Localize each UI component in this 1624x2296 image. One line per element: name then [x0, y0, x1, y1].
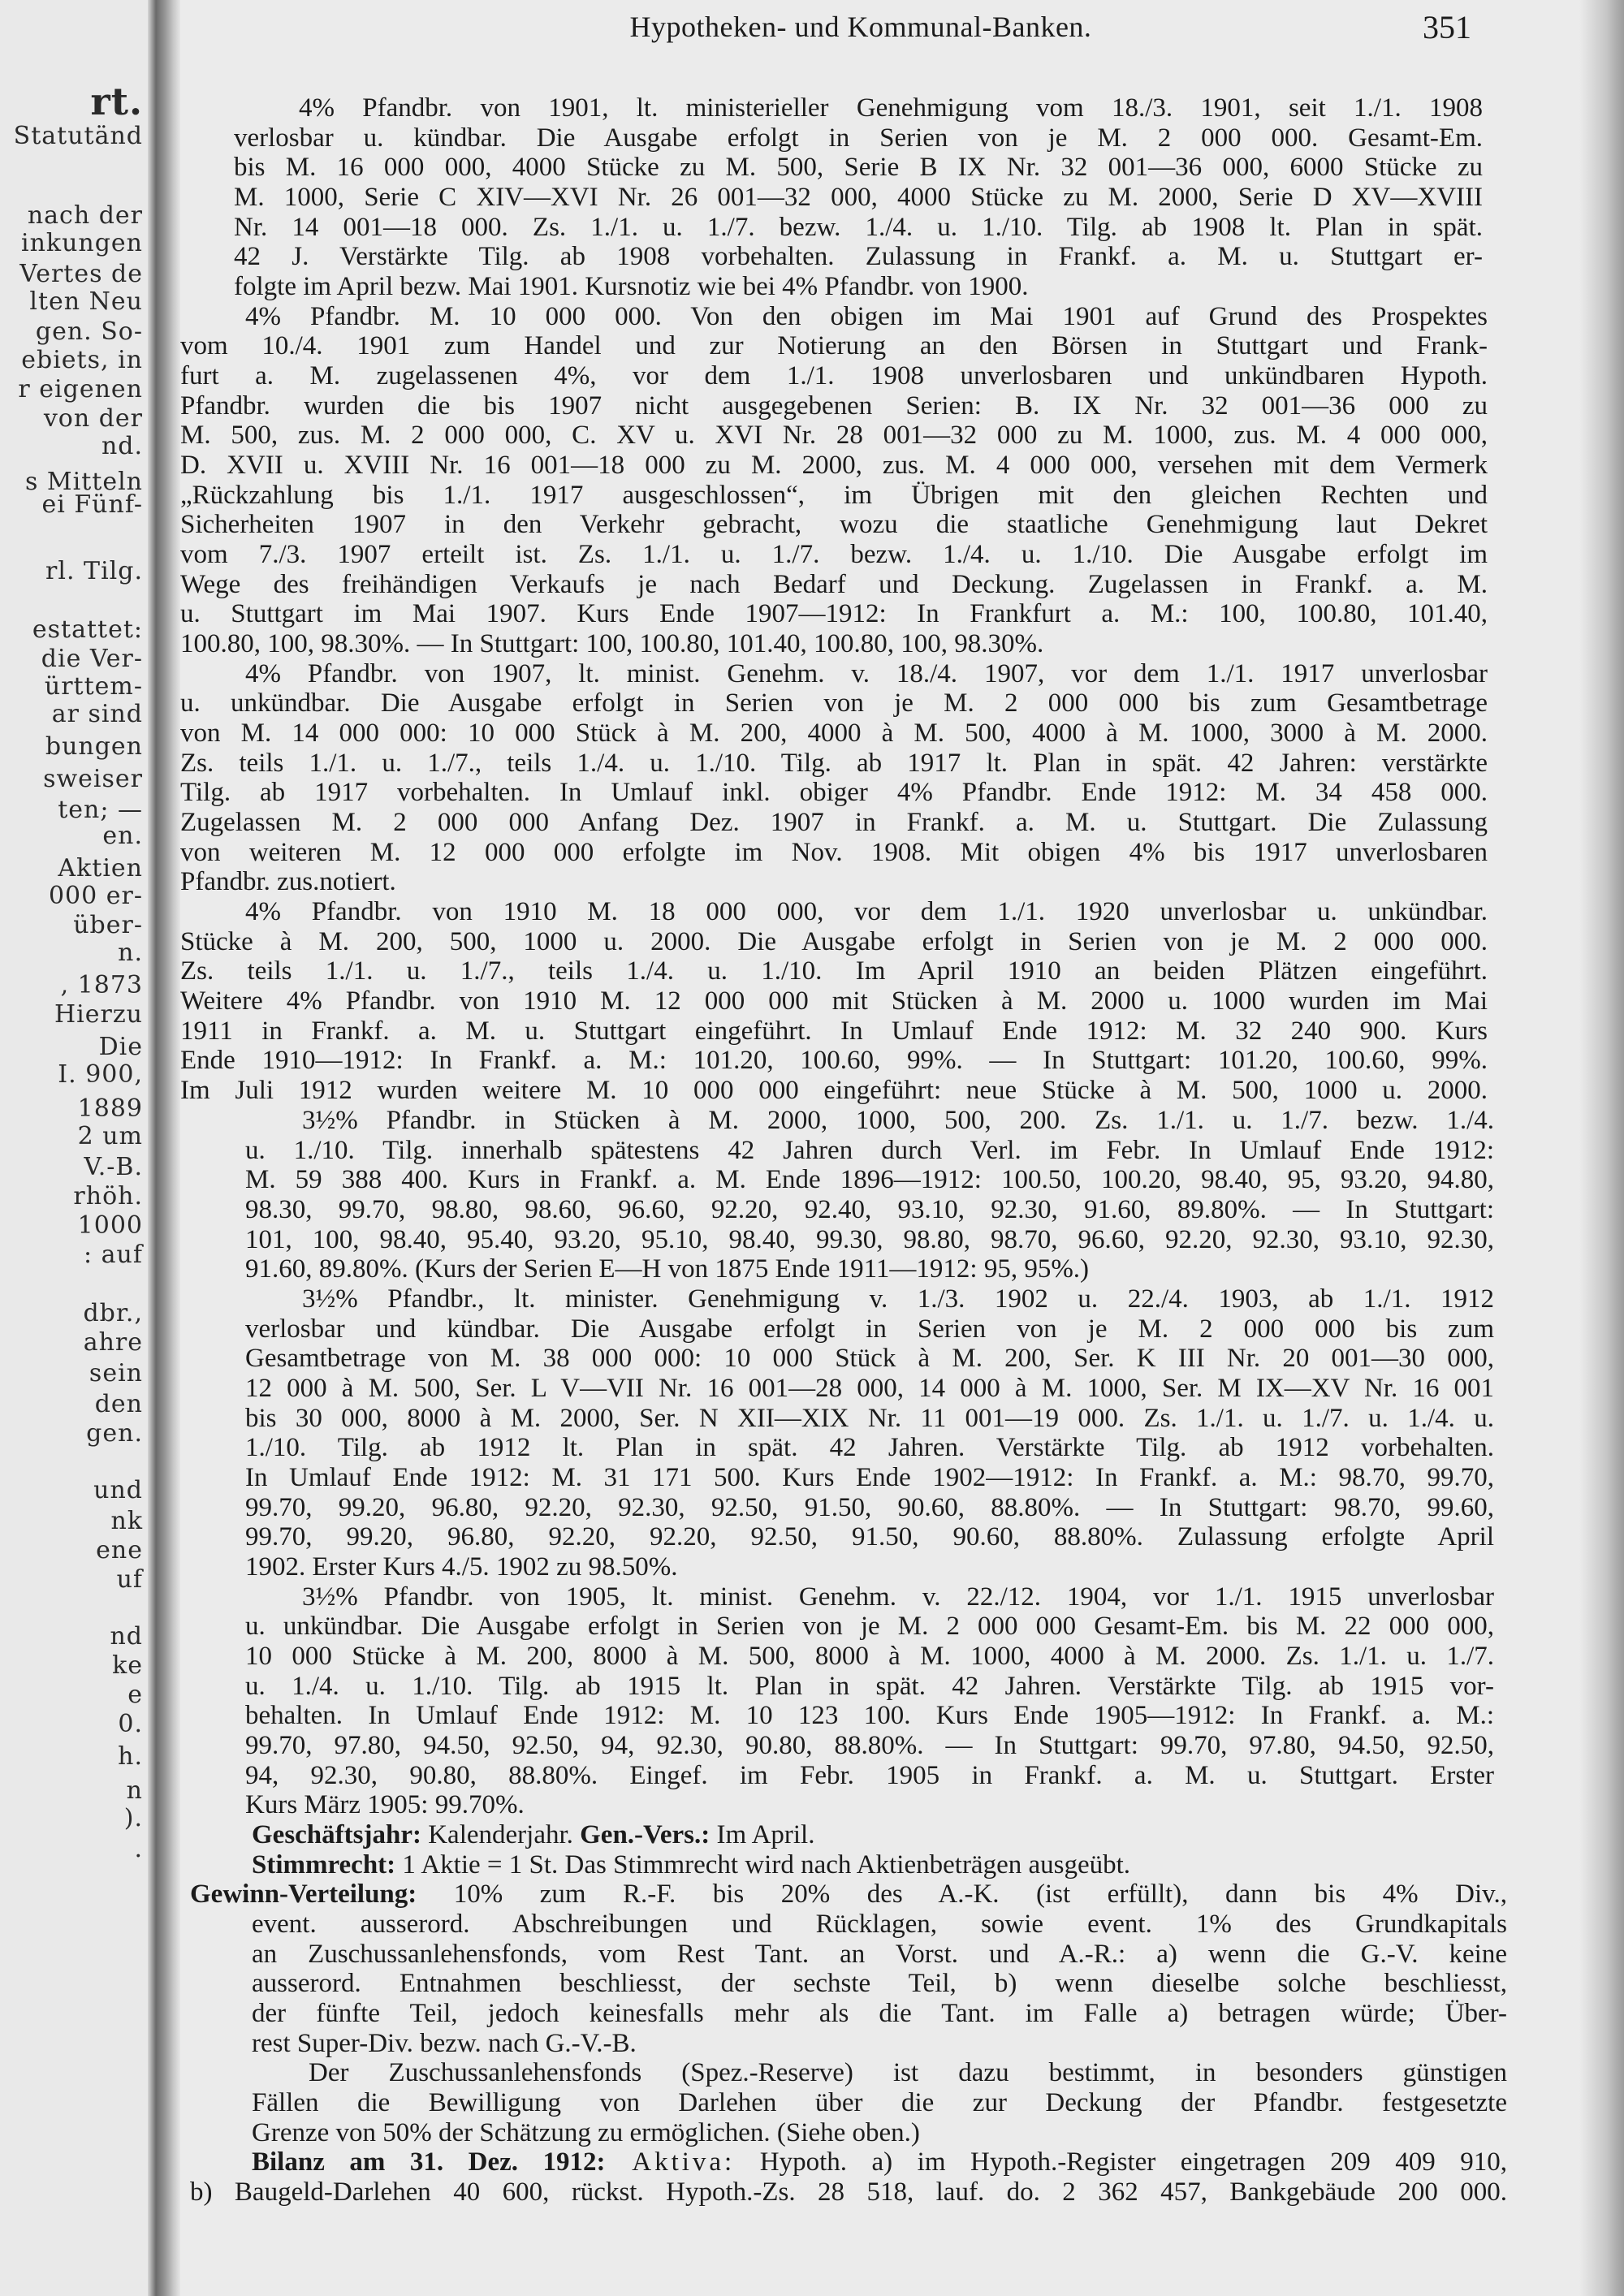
text-line [245, 1433, 1494, 1462]
text-line [234, 123, 1483, 153]
previous-page-text-fragment: ten; — [58, 796, 143, 824]
line-text: u. 1./4. u. 1./10. Tilg. ab 1915 lt. Plan in spät. 42 Jahren. Verstärkte Tilg. ab 1915 vor- [245, 1671, 1494, 1701]
line-text: verlosbar und kündbar. Die Ausgabe erfolgt in Serien von je M. 2 000 000 bis zum [245, 1314, 1494, 1344]
previous-page-text-fragment: ene [96, 1536, 143, 1564]
page-edge-shadow [1579, 0, 1624, 2296]
line-text: Gesamtbetrage von M. 38 000 000: 10 000 Stück à M. 200, Ser. K III Nr. 20 001—30 000, [245, 1344, 1494, 1374]
line-text: Zs. teils 1./1. u. 1./7., teils 1./4. u. 1./10. Im April 1910 an beiden Plätzen eingeführt. [180, 956, 1488, 986]
previous-page-text-fragment: ke [112, 1651, 143, 1680]
line-text: „Rückzahlung bis 1./1. 1917 ausgeschlossen“, im Übrigen mit den gleichen Rechten und [180, 480, 1488, 510]
previous-page-text-fragment: . [134, 1835, 143, 1863]
text-line [180, 1046, 1488, 1075]
previous-page-text-fragment: dbr., [83, 1299, 143, 1327]
line-text: 91.60, 89.80%. (Kurs der Serien E—H von 1875 Ende 1911—1912: 95, 95%.) [245, 1254, 1090, 1284]
text-line [245, 1731, 1494, 1760]
previous-page-text-fragment: Hierzu [54, 1000, 143, 1029]
previous-page-text-fragment: ). [123, 1804, 143, 1832]
previous-page-text-fragment: Statutänd [13, 122, 143, 150]
line-text: event. ausserord. Abschreibungen und Rücklagen, sowie event. 1% des Grundkapitals [252, 1909, 1507, 1939]
line-text: Sicherheiten 1907 in den Verkehr gebracht, wozu die staatliche Genehmigung laut Dekret [180, 510, 1488, 540]
text-line [245, 1790, 1494, 1819]
text-line [180, 481, 1488, 510]
line-text: Pfandbr. zus.notiert. [180, 867, 396, 897]
text-line [234, 242, 1483, 271]
text-line [245, 1314, 1494, 1344]
line-text: Tilg. ab 1917 vorbehalten. In Umlauf inkl. obiger 4% Pfandbr. Ende 1912: M. 34 458 000. [180, 778, 1488, 808]
previous-page-text-fragment: gen. So- [35, 317, 143, 346]
text-line [180, 1016, 1488, 1046]
line-text: Pfandbr. wurden die bis 1907 nicht ausgegebenen Serien: B. IX Nr. 32 001—36 000 zu [180, 391, 1488, 421]
text-line [180, 838, 1488, 867]
line-text: 4% Pfandbr. von 1907, lt. minist. Genehm. v. 18./4. 1907, vor dem 1./1. 1917 unverlosbar [245, 658, 1488, 688]
previous-page-text-fragment: : auf [84, 1241, 143, 1269]
line-text: u. unkündbar. Die Ausgabe erfolgt in Serien von je M. 2 000 000 Gesamt-Em. bis M. 22 000 000, [245, 1612, 1494, 1642]
text-line [245, 1522, 1494, 1552]
text-line [252, 2118, 1507, 2147]
text-line [245, 1374, 1494, 1403]
previous-page-text-fragment: ahre [83, 1328, 143, 1357]
section-label: Gen.-Vers.: [580, 1819, 710, 1849]
line-text: 1902. Erster Kurs 4./5. 1902 zu 98.50%. [245, 1552, 678, 1582]
text-line [180, 391, 1488, 421]
text-line [302, 1106, 1494, 1135]
previous-page-text-fragment: en. [102, 822, 143, 850]
line-text: 1 Aktie = 1 St. Das Stimmrecht wird nach Aktienbeträgen ausgeübt. [395, 1849, 1131, 1880]
previous-page-text-fragment: den [94, 1390, 143, 1418]
previous-page-text-fragment: r eigenen [18, 375, 143, 404]
previous-page-text-fragment: , 1873 [60, 971, 143, 999]
previous-page-text-fragment: ei Fünf- [41, 490, 143, 519]
text-line [302, 1582, 1494, 1612]
text-line [245, 1552, 1494, 1582]
text-line [245, 1701, 1494, 1730]
line-text: 99.70, 99.20, 96.80, 92.20, 92.20, 92.50, 91.50, 90.60, 88.80%. Zulassung erfolgte April [245, 1522, 1494, 1552]
text-line [234, 183, 1483, 212]
line-text: Weitere 4% Pfandbr. von 1910 M. 12 000 000 mit Stücken à M. 2000 u. 1000 wurden im Mai [180, 986, 1488, 1016]
text-line [245, 1225, 1494, 1254]
previous-page-text-fragment: Die [98, 1033, 143, 1061]
text-line [180, 867, 1488, 896]
text-line [252, 1850, 1507, 1880]
section-label: Geschäftsjahr: [252, 1819, 421, 1849]
line-text: 3½% Pfandbr., lt. minister. Genehmigung v. 1./3. 1902 u. 22./4. 1903, ab 1./1. 1912 [302, 1284, 1494, 1314]
line-text: vom 10./4. 1901 zum Handel und zur Notierung an den Börsen in Stuttgart und Frank- [180, 331, 1488, 361]
line-text: Nr. 14 001—18 000. Zs. 1./1. u. 1./7. bezw. 1./4. u. 1./10. Tilg. ab 1908 lt. Plan in spät. [234, 212, 1483, 242]
line-text: 94, 92.30, 90.80, 88.80%. Eingef. im Febr. 1905 in Frankf. a. M. u. Stuttgart. Erster [245, 1760, 1494, 1790]
previous-page-text-fragment: 1889 [77, 1094, 143, 1123]
previous-page-text-fragment: I. 900, [58, 1060, 143, 1089]
line-text: Der Zuschussanlehensfonds (Spez.-Reserve) ist dazu bestimmt, in besonders günstigen [309, 2058, 1507, 2088]
line-text: In Umlauf Ende 1912: M. 31 171 500. Kurs Ende 1902—1912: In Frankf. a. M.: 98.70, 99.70, [245, 1462, 1494, 1492]
previous-page-text-fragment: 2 um [77, 1122, 143, 1150]
line-text: 99.70, 97.80, 94.50, 92.50, 94, 92.30, 90.80, 88.80%. — In Stuttgart: 99.70, 97.80, 94.50, 92.50, [245, 1730, 1494, 1760]
previous-page-text-fragment: Aktien [58, 854, 143, 883]
text-line [252, 1910, 1507, 1939]
text-line [309, 2058, 1507, 2087]
line-text: b) Baugeld-Darlehen 40 600, rückst. Hypoth.-Zs. 28 518, lauf. do. 2 362 457, Bankgebäude 200 000. [190, 2177, 1507, 2207]
text-line [252, 1820, 1507, 1849]
text-line [245, 1642, 1494, 1671]
text-line [180, 927, 1488, 956]
page-number: 351 [1423, 9, 1471, 45]
text-line [180, 1076, 1488, 1105]
text-line [180, 451, 1488, 480]
previous-page-text-fragment: s Mitteln [24, 468, 143, 496]
text-line [252, 2029, 1507, 2058]
previous-page-text-fragment: rl. Tilg. [45, 557, 143, 585]
line-text: Im April. [710, 1819, 815, 1849]
previous-page-text-fragment: Vertes de [19, 260, 143, 288]
previous-page-text-fragment: rhöh. [73, 1182, 143, 1211]
text-line [180, 629, 1488, 658]
previous-page-text-fragment: sein [89, 1359, 143, 1388]
line-text: bis M. 16 000 000, 4000 Stücke zu M. 500, Serie B IX Nr. 32 001—36 000, 6000 Stücke zu [234, 153, 1483, 183]
text-line [234, 153, 1483, 182]
previous-page-text-fragment: e [127, 1681, 143, 1709]
previous-page-text-fragment: nd [110, 1622, 143, 1651]
line-text: rest Super-Div. bezw. nach G.-V.-B. [252, 2028, 637, 2058]
line-text: Kalenderjahr. [421, 1819, 581, 1849]
previous-page-text-fragment: ebiets, in [21, 346, 143, 374]
previous-page-text-fragment: ürttem- [44, 672, 143, 701]
line-text: 10% zum R.-F. bis 20% des A.-K. (ist erfüllt), dann bis 4% Div., [417, 1880, 1507, 1910]
line-text: 101, 100, 98.40, 95.40, 93.20, 95.10, 98.40, 99.30, 98.80, 98.70, 96.60, 92.20, 92.30, 93.10, 92.30, [245, 1224, 1494, 1254]
line-text: folgte im April bezw. Mai 1901. Kursnotiz wie bei 4% Pfandbr. von 1900. [234, 272, 1029, 302]
line-text: Hypoth. a) im Hypoth.-Register eingetragen 209 409 910, [735, 2147, 1507, 2177]
line-text: 99.70, 99.20, 96.80, 92.20, 92.30, 92.50, 91.50, 90.60, 88.80%. — In Stuttgart: 98.70, 99.60, [245, 1492, 1494, 1522]
text-line [252, 1969, 1507, 1998]
text-line [180, 749, 1488, 778]
line-text: 10 000 Stücke à M. 200, 8000 à M. 500, 8000 à M. 1000, 4000 à M. 2000. Zs. 1./1. u. 1./7. [245, 1641, 1494, 1671]
line-text: an Zuschussanlehensfonds, vom Rest Tant. an Vorst. und A.-R.: a) wenn die G.-V. keine [252, 1939, 1507, 1969]
line-text: furt a. M. zugelassenen 4%, vor dem 1./1. 1908 unverlosbaren und unkündbaren Hypoth. [180, 361, 1488, 391]
running-head: Hypotheken- und Kommunal-Banken. [629, 11, 1092, 43]
previous-page-text-fragment: n [126, 1776, 143, 1805]
text-line [180, 719, 1488, 748]
previous-page-text-fragment: nd. [101, 432, 143, 460]
text-line [245, 1493, 1494, 1522]
text-line [245, 1404, 1494, 1433]
line-text: 3½% Pfandbr. von 1905, lt. minist. Genehm. v. 22./12. 1904, vor 1./1. 1915 unverlosbar [302, 1582, 1494, 1612]
line-text: 3½% Pfandbr. in Stücken à M. 2000, 1000, 500, 200. Zs. 1./1. u. 1./7. bezw. 1./4. [302, 1105, 1494, 1135]
line-text: u. Stuttgart im Mai 1907. Kurs Ende 1907—1912: In Frankfurt a. M.: 100, 100.80, 101.40, [180, 599, 1488, 629]
text-line [180, 510, 1488, 539]
line-text: Wege des freihändigen Verkaufs je nach Bedarf und Deckung. Zugelassen in Frankf. a. M. [180, 569, 1488, 599]
previous-page-text-fragment: inkungen [20, 229, 143, 257]
text-line [180, 808, 1488, 837]
text-line [180, 778, 1488, 807]
line-text: u. 1./10. Tilg. innerhalb spätestens 42 Jahren durch Verl. im Febr. In Umlauf Ende 1912: [245, 1135, 1494, 1165]
previous-page-text-fragment: und [93, 1476, 143, 1504]
text-line [245, 1672, 1494, 1701]
line-text: Stücke à M. 200, 500, 1000 u. 2000. Die Ausgabe erfolgt in Serien von je M. 2 000 000. [180, 926, 1488, 956]
line-text: 4% Pfandbr. M. 10 000 000. Von den obigen im Mai 1901 auf Grund des Prospektes [245, 301, 1488, 331]
text-line [302, 1284, 1494, 1314]
line-text: M. 500, zus. M. 2 000 000, C. XV u. XVI Nr. 28 001—32 000 zu M. 1000, zus. M. 4 000 000, [180, 421, 1488, 451]
text-line [252, 1940, 1507, 1969]
line-text: Grenze von 50% der Schätzung zu ermöglichen. (Siehe oben.) [252, 2117, 920, 2147]
line-text: 4% Pfandbr. von 1910 M. 18 000 000, vor dem 1./1. 1920 unverlosbar u. unkündbar. [245, 897, 1488, 927]
previous-page-text-fragment: gen. [86, 1419, 143, 1448]
text-line [180, 986, 1488, 1016]
text-line [180, 570, 1488, 599]
line-text: Im Juli 1912 wurden weitere M. 10 000 000 eingeführt: neue Stücke à M. 500, 1000 u. 2000. [180, 1076, 1488, 1106]
previous-page-text-fragment: 000 er- [48, 882, 143, 910]
line-text: verlosbar u. kündbar. Die Ausgabe erfolgt in Serien von je M. 2 000 000. Gesamt-Em. [234, 123, 1483, 153]
text-line [245, 1136, 1494, 1165]
line-text: bis 30 000, 8000 à M. 2000, Ser. N XII—XIX Nr. 11 001—19 000. Zs. 1./1. u. 1./7. u. 1./4. u. [245, 1403, 1494, 1433]
line-text: der fünfte Teil, jedoch keinesfalls mehr als die Tant. im Falle a) betragen würde; Über- [252, 1998, 1507, 2028]
previous-page-text-fragment: von der [43, 404, 143, 433]
line-text: Fällen die Bewilligung von Darlehen über die zur Deckung der Pfandbr. festgesetzte [252, 2087, 1507, 2117]
line-text: Kurs März 1905: 99.70%. [245, 1790, 525, 1820]
text-line [245, 1195, 1494, 1224]
text-line [180, 599, 1488, 628]
previous-page-text-fragment: 1000 [77, 1211, 143, 1240]
line-text: 100.80, 100, 98.30%. — In Stuttgart: 100, 100.80, 101.40, 100.80, 100, 98.30%. [180, 629, 1044, 659]
previous-page-text-fragment: nk [110, 1507, 143, 1535]
line-text: Ende 1910—1912: In Frankf. a. M.: 101.20, 100.60, 99%. — In Stuttgart: 101.20, 100.60, 99%. [180, 1046, 1488, 1076]
previous-page-edge [0, 0, 148, 2296]
text-line [190, 2177, 1507, 2207]
line-text: ausserord. Entnahmen beschliesst, der sechste Teil, b) wenn dieselbe solche beschliesst, [252, 1969, 1507, 1999]
text-line [252, 2088, 1507, 2117]
text-line [180, 361, 1488, 391]
line-text: D. XVII u. XVIII Nr. 16 001—18 000 zu M. 2000, zus. M. 4 000 000, versehen mit dem Vermerk [180, 451, 1488, 481]
book-binding-shadow [148, 0, 180, 2296]
text-line [245, 1463, 1494, 1492]
text-line [245, 1344, 1494, 1373]
previous-page-text-fragment: lten Neu [29, 287, 143, 316]
text-line [245, 1254, 1494, 1284]
text-line [180, 540, 1488, 569]
line-text: von weiteren M. 12 000 000 erfolgte im Nov. 1908. Mit obigen 4% bis 1917 unverlosbaren [180, 837, 1488, 867]
text-line [299, 93, 1483, 123]
text-line [190, 1880, 1507, 1909]
previous-page-text-fragment: estattet: [32, 615, 143, 644]
text-line [245, 1612, 1494, 1641]
previous-page-text-fragment: bungen [45, 732, 143, 761]
text-line [245, 897, 1488, 926]
previous-page-text-fragment: uf [116, 1565, 143, 1594]
line-text: u. unkündbar. Die Ausgabe erfolgt in Serien von je M. 2 000 000 bis zum Gesamtbetrage [180, 688, 1488, 719]
text-line [245, 1761, 1494, 1790]
line-text: 1./10. Tilg. ab 1912 lt. Plan in spät. 42 Jahren. Verstärkte Tilg. ab 1912 vorbehalten. [245, 1433, 1494, 1463]
line-text: behalten. In Umlauf Ende 1912: M. 10 123 100. Kurs Ende 1905—1912: In Frankf. a. M.: [245, 1701, 1494, 1731]
text-line [252, 2147, 1507, 2177]
text-line [180, 331, 1488, 360]
previous-page-text-fragment: sweiser [43, 765, 143, 793]
text-line [180, 688, 1488, 718]
text-line [252, 1999, 1507, 2028]
previous-page-text-fragment: 0. [118, 1710, 143, 1738]
line-text: Zugelassen M. 2 000 000 Anfang Dez. 1907 in Frankf. a. M. u. Stuttgart. Die Zulassung [180, 808, 1488, 838]
previous-page-text-fragment: V.-B. [84, 1153, 143, 1181]
line-text: vom 7./3. 1907 erteilt ist. Zs. 1./1. u. 1./7. bezw. 1./4. u. 1./10. Die Ausgabe erfolgt im [180, 540, 1488, 570]
section-label: Gewinn-Verteilung: [190, 1880, 417, 1910]
previous-page-text-fragment: ar sind [51, 700, 143, 728]
line-text: M. 59 388 400. Kurs in Frankf. a. M. Ende 1896—1912: 100.50, 100.20, 98.40, 95, 93.20, 94.80, [245, 1165, 1494, 1195]
previous-page-text-fragment: die Ver- [41, 645, 143, 673]
text-line [180, 421, 1488, 450]
spaced-label: Aktiva: [605, 2147, 736, 2177]
text-line [245, 302, 1488, 331]
line-text: Zs. teils 1./1. u. 1./7., teils 1./4. u. 1./10. Tilg. ab 1917 lt. Plan in spät. 42 Jahren: verstärkte [180, 748, 1488, 778]
text-line [234, 272, 1483, 301]
text-line [180, 956, 1488, 986]
text-line [245, 659, 1488, 688]
line-text: 42 J. Verstärkte Tilg. ab 1908 vorbehalten. Zulassung in Frankf. a. M. u. Stuttgart er- [234, 242, 1483, 272]
text-line [234, 213, 1483, 242]
previous-page-text-fragment: nach der [27, 201, 143, 230]
line-text: 98.30, 99.70, 98.80, 98.60, 96.60, 92.20, 92.40, 93.10, 92.30, 91.60, 89.80%. — In Stuttgart: [245, 1194, 1494, 1224]
text-line [245, 1165, 1494, 1194]
section-label: Stimmrecht: [252, 1849, 396, 1880]
line-text: 12 000 à M. 500, Ser. L V—VII Nr. 16 001—28 000, 14 000 à M. 1000, Ser. M IX—XV Nr. 16 001 [245, 1373, 1494, 1403]
line-text: von M. 14 000 000: 10 000 Stück à M. 200, 4000 à M. 500, 4000 à M. 1000, 3000 à M. 2000. [180, 719, 1488, 749]
previous-page-text-fragment: rt. [90, 80, 143, 123]
line-text: M. 1000, Serie C XIV—XVI Nr. 26 001—32 000, 4000 Stücke zu M. 2000, Serie D XV—XVIII [234, 183, 1483, 212]
previous-page-text-fragment: n. [118, 939, 143, 967]
previous-page-text-fragment: h. [118, 1742, 143, 1771]
line-text: 4% Pfandbr. von 1901, lt. ministerieller Genehmigung vom 18./3. 1901, seit 1./1. 1908 [299, 93, 1483, 123]
previous-page-text-fragment: über- [73, 911, 143, 939]
section-label: Bilanz am 31. Dez. 1912: [252, 2147, 606, 2177]
line-text: 1911 in Frankf. a. M. u. Stuttgart eingeführt. In Umlauf Ende 1912: M. 32 240 900. Kurs [180, 1016, 1488, 1046]
